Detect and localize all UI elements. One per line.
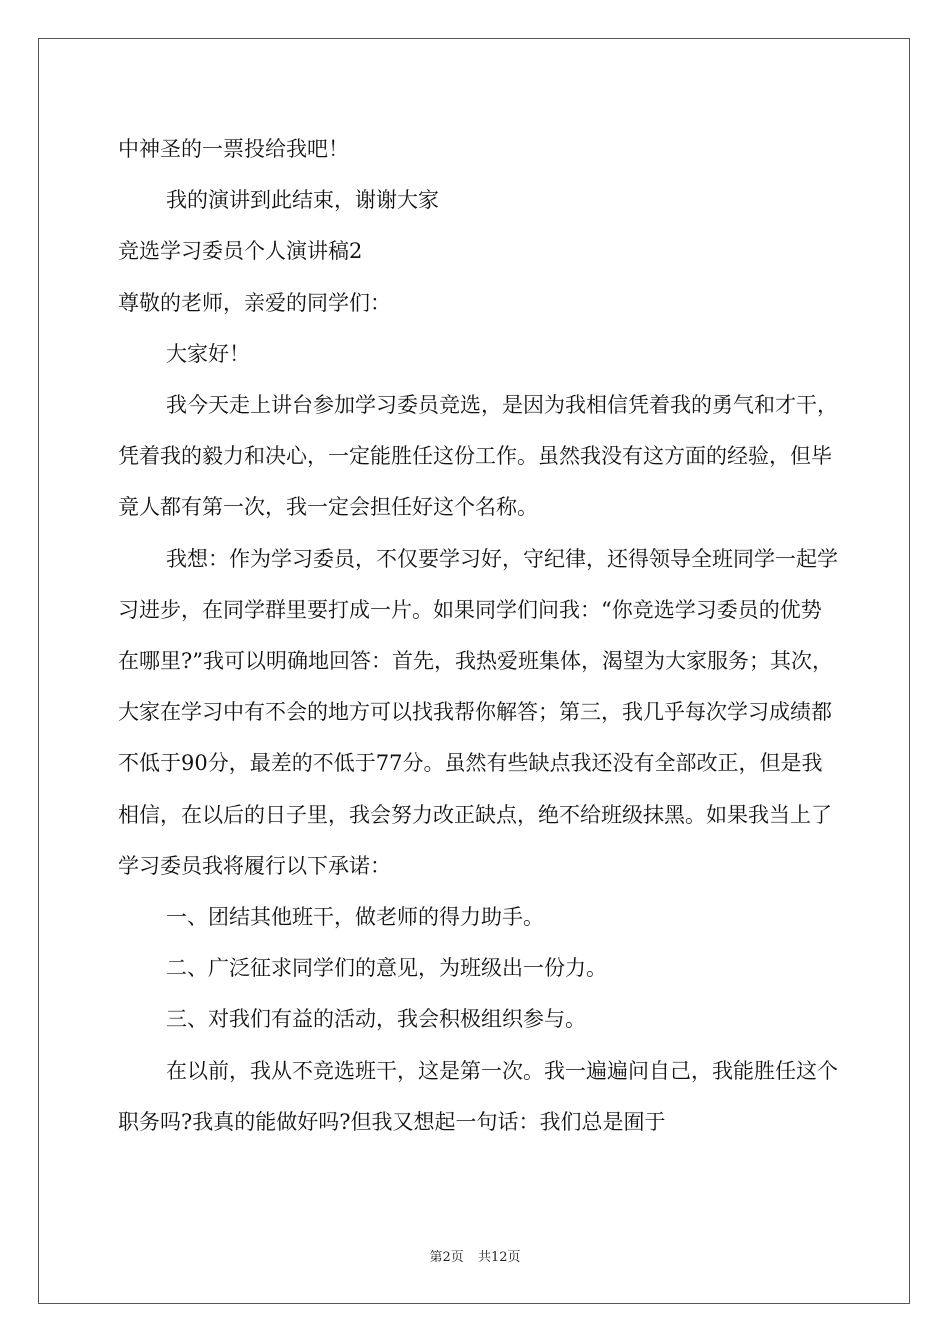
promise-1: 一、团结其他班干，做老师的得力助手。 [166, 905, 544, 930]
page-total: 共12页 [477, 1250, 521, 1265]
promise-2: 二、广泛征求同学们的意见，为班级出一份力。 [166, 956, 607, 981]
paragraph-closing: 在以前，我从不竞选班干，这是第一次。我一遍遍问自己，我能胜任这个职务吗?我真的能做好吗?但我又想起一句话：我们总是囿于 [118, 1058, 838, 1134]
document-title: 竞选学习委员个人演讲稿2 [118, 239, 363, 264]
promise-3: 三、对我们有益的活动，我会积极组织参与。 [166, 1007, 586, 1032]
page-footer [0, 1246, 950, 1265]
page-number: 第2页 [429, 1250, 464, 1265]
paragraph-main: 我想：作为学习委员，不仅要学习好，守纪律，还得领导全班同学一起学习进步，在同学群里要打成一片。如果同学们问我：“你竞选学习委员的优势在哪里?”我可以明确地回答：首先，我热爱班集体，渴望为大家服务；其次，大家在学习中有不会的地方可以找我帮你解答；第三，我几乎每次学习成绩都不低于90分，最差的不低于77分。虽然有些缺点我还没有全部改正，但是我相信，在以后的日子里，我会努力改正缺点，绝不给班级抹黑。如果我当上了学习委员我将履行以下承诺： [118, 546, 838, 878]
salutation: 尊敬的老师，亲爱的同学们： [118, 290, 391, 315]
paragraph-intro: 我今天走上讲台参加学习委员竞选，是因为我相信凭着我的勇气和才干，凭着我的毅力和决心，一定能胜任这份工作。虽然我没有这方面的经验，但毕竟人都有第一次，我一定会担任好这个名称。 [118, 393, 838, 520]
paragraph-1: 中神圣的一票投给我吧！ [118, 137, 349, 161]
document-body [118, 124, 838, 1148]
greeting: 大家好！ [166, 341, 250, 366]
paragraph-2: 我的演讲到此结束，谢谢大家 [166, 188, 439, 213]
